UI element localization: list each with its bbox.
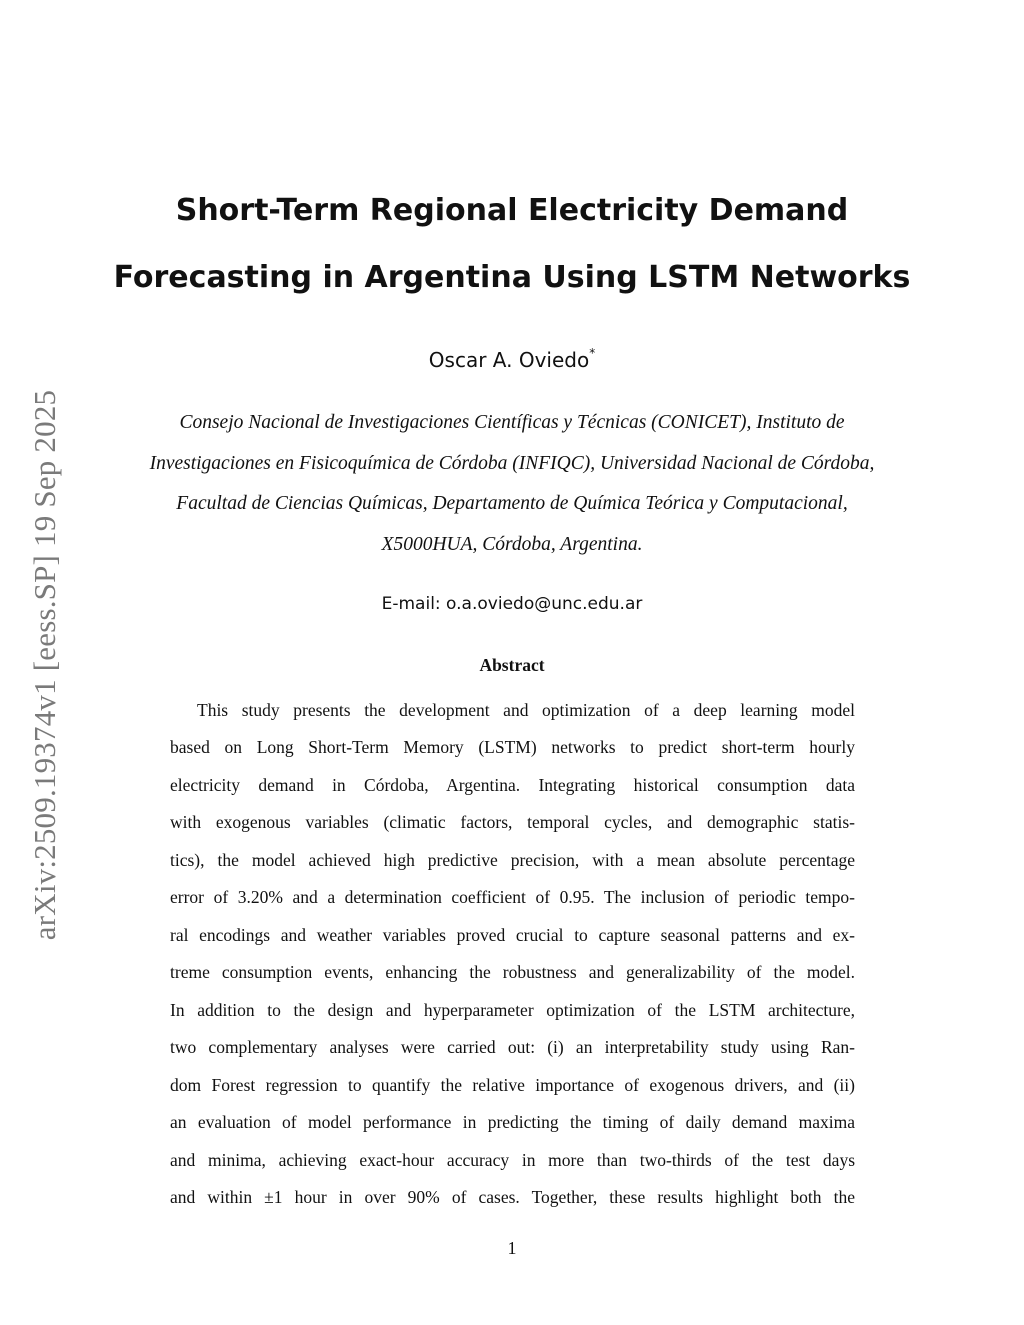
abstract-line: an evaluation of model performance in predicting the timing of daily demand maxima <box>170 1112 855 1132</box>
page-number: 1 <box>507 1238 517 1258</box>
affiliation-line: Facultad de Ciencias Químicas, Departamento de Química Teórica y Computacional, <box>176 493 848 514</box>
abstract-line: error of 3.20% and a determination coefficient of 0.95. The inclusion of periodic tempo- <box>170 887 855 907</box>
abstract-line: electricity demand in Córdoba, Argentina. Integrating historical consumption data <box>170 775 855 795</box>
paper-title-line-1: Short-Term Regional Electricity Demand <box>175 193 849 228</box>
abstract-line: with exogenous variables (climatic factors, temporal cycles, and demographic statis- <box>170 812 855 832</box>
abstract-line: tics), the model achieved high predictive precision, with a mean absolute percentage <box>170 850 855 870</box>
abstract-line: and within ±1 hour in over 90% of cases. Together, these results highlight both the <box>170 1187 855 1207</box>
abstract-heading: Abstract <box>479 655 545 675</box>
abstract-line: based on Long Short-Term Memory (LSTM) networks to predict short-term hourly <box>170 737 855 757</box>
abstract-line: This study presents the development and optimization of a deep learning model <box>197 700 855 720</box>
arxiv-stamp-text: arXiv:2509.19374v1 [eess.SP] 19 Sep 2025 <box>27 389 63 941</box>
abstract-line: dom Forest regression to quantify the relative importance of exogenous drivers, and (ii) <box>170 1075 855 1095</box>
affiliation-line: X5000HUA, Córdoba, Argentina. <box>381 534 643 555</box>
abstract-line: and minima, achieving exact-hour accuracy in more than two-thirds of the test days <box>170 1150 855 1170</box>
abstract-line: ral encodings and weather variables proved crucial to capture seasonal patterns and ex- <box>170 925 855 945</box>
affiliation-line: Consejo Nacional de Investigaciones Científicas y Técnicas (CONICET), Instituto de <box>179 412 845 433</box>
paper-title-line-2: Forecasting in Argentina Using LSTM Networks <box>113 260 911 295</box>
author-footnote-mark: * <box>589 346 596 361</box>
author-name: Oscar A. Oviedo <box>428 348 590 372</box>
affiliation-line: Investigaciones en Fisicoquímica de Córdoba (INFIQC), Universidad Nacional de Córdoba, <box>149 453 875 474</box>
author-email: E-mail: o.a.oviedo@unc.edu.ar <box>381 594 643 614</box>
abstract-line: In addition to the design and hyperparameter optimization of the LSTM architecture, <box>170 1000 855 1020</box>
abstract-line: two complementary analyses were carried out: (i) an interpretability study using Ran- <box>170 1037 855 1057</box>
author <box>0 348 1024 372</box>
abstract-line: treme consumption events, enhancing the robustness and generalizability of the model. <box>170 962 855 982</box>
